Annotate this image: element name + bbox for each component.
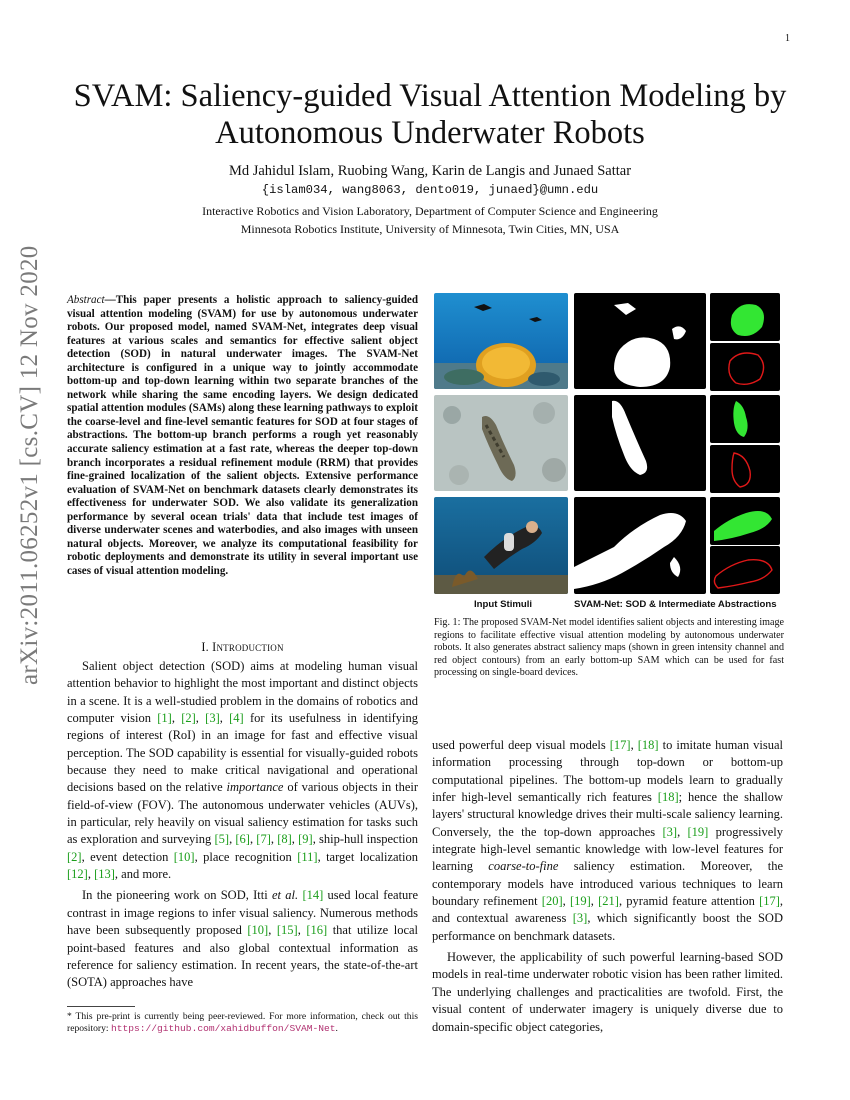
citation-link[interactable]: [3] bbox=[662, 824, 678, 839]
citation-link[interactable]: [17] bbox=[609, 738, 631, 752]
section-title: Introduction bbox=[212, 640, 284, 654]
citation-link[interactable]: [3] bbox=[205, 711, 220, 726]
citation-link[interactable]: [10] bbox=[247, 923, 269, 938]
citation-link[interactable]: [15] bbox=[276, 923, 298, 938]
saliency-map-diver bbox=[574, 497, 706, 594]
saliency-map-coral bbox=[574, 293, 706, 389]
affiliation-line-2: Minnesota Robotics Institute, University of Minnesota, Twin Cities, MN, USA bbox=[240, 222, 620, 236]
intro-paragraph-3: used powerful deep visual models [17], [18] to imitate human visual information processing through top-down or bottom-up computational pipelines. The bottom-up models learn to gradually infer high-level semantically rich features [18]; hence the shallow layers' structural knowledge drives their multi-scale saliency learning. Conversely, the the top-down approaches [3], [19] progressively integrate high-level semantic knowledge with low-level features for learning coarse-to-fine saliency estimation. Moreover, the contemporary models have introduced various techniques to learn boundary refinement [20], [19], [21], pyramid feature attention [17], and contextual awareness [3], which significantly boost the SOD performance on benchmark datasets. bbox=[432, 738, 784, 943]
citation-link[interactable]: [1] bbox=[157, 711, 172, 726]
citation-link[interactable]: [20] bbox=[541, 894, 563, 909]
green-abstraction-1 bbox=[710, 293, 780, 341]
citation-link[interactable]: [2] bbox=[67, 849, 82, 864]
citation-link[interactable]: [18] bbox=[637, 738, 659, 752]
citation-link[interactable]: [6] bbox=[235, 832, 250, 847]
figure-label-output: SVAM-Net: SOD & Intermediate Abstractions bbox=[574, 599, 777, 610]
caption-text: The proposed SVAM-Net model identifies salient objects and interesting image regions to facilitate effective visual attention modeling by autonomous underwater robots. It also generates abstract saliency maps (shown in green intensity channel and red object contours) from an early bottom-up SAM which can be used for fast processing on single-board devices. bbox=[434, 617, 784, 679]
abstract-label: Abstract bbox=[67, 294, 105, 306]
intro-left-column bbox=[67, 658, 418, 992]
red-contour-2 bbox=[710, 445, 780, 493]
intro-right-column bbox=[432, 737, 783, 1036]
figure-1 bbox=[434, 293, 782, 615]
citation-link[interactable]: [5] bbox=[214, 832, 230, 847]
author-list: Md Jahidul Islam, Ruobing Wang, Karin de Langis and Junaed Sattar bbox=[228, 163, 632, 179]
citation-link[interactable]: [12] bbox=[67, 867, 88, 882]
abstract-dash: — bbox=[104, 294, 116, 306]
citation-link[interactable]: [14] bbox=[302, 888, 324, 903]
citation-link[interactable]: [18] bbox=[657, 790, 679, 805]
citation-link[interactable]: [2] bbox=[181, 711, 196, 726]
citation-link[interactable]: [19] bbox=[687, 824, 709, 839]
green-abstraction-2 bbox=[710, 395, 780, 443]
citation-link[interactable]: [7] bbox=[256, 832, 271, 847]
citation-link[interactable]: [9] bbox=[298, 832, 313, 847]
affiliation-line-1: Interactive Robotics and Vision Laboratory, Department of Computer Science and Engineering bbox=[202, 204, 658, 218]
citation-link[interactable]: [8] bbox=[277, 832, 292, 847]
intro-paragraph-2: In the pioneering work on SOD, Itti et al. [14] used local feature contrast in image regions to infer visual saliency. Numerous methods have been subsequently proposed [10], [15], [16] that utilize local point-based features and also global contextual information as reference for saliency estimation. In recent years, the state-of-the-art (SOTA) approaches have bbox=[67, 888, 419, 990]
citation-link[interactable]: [17] bbox=[759, 894, 780, 909]
input-image-coral-diver bbox=[434, 293, 568, 389]
page-number: 1 bbox=[785, 33, 790, 44]
citation-link[interactable]: [13] bbox=[94, 867, 115, 882]
abstract bbox=[67, 294, 418, 578]
figure-caption bbox=[434, 617, 784, 680]
citation-link[interactable]: [10] bbox=[173, 849, 195, 864]
citation-link[interactable]: [19] bbox=[569, 894, 591, 909]
citation-link[interactable]: [3] bbox=[572, 911, 588, 926]
footnote-rule bbox=[67, 1006, 135, 1007]
section-heading bbox=[67, 640, 418, 655]
section-number: I. bbox=[201, 640, 209, 654]
intro-paragraph-1: Salient object detection (SOD) aims at modeling human visual attention behavior to highlight the most important and distinct objects in a scene. It is a well-studied problem in the domains of robotics and computer vision [1], [2], [3], [4] for its usefulness in identifying regions of interest (RoI) in an image for fast and effective visual perception. The SOD capability is essential for visually-guided robots because they need to make critical navigational and operational decisions based on the relative importance of various objects in their field-of-view (FOV). The autonomous underwater vehicles (AUVs), in particular, rely heavily on visual saliency estimation for tasks such as exploration and surveying [5], [6], [7], [8], [9], ship-hull inspection [2], event detection [10], place recognition [11], target localization [12], [13], and more. bbox=[67, 659, 419, 882]
citation-link[interactable]: [11] bbox=[297, 849, 318, 864]
citation-link[interactable]: [21] bbox=[598, 894, 619, 909]
citation-link[interactable]: [16] bbox=[306, 923, 328, 938]
author-emails: {islam034, wang8063, dento019, junaed}@umn.edu bbox=[261, 183, 599, 197]
red-contour-3 bbox=[710, 546, 780, 594]
red-contour-1 bbox=[710, 343, 780, 391]
saliency-map-fish bbox=[574, 395, 706, 491]
input-image-diver bbox=[434, 497, 568, 594]
caption-label: Fig. 1: bbox=[434, 617, 461, 628]
figure-label-input: Input Stimuli bbox=[474, 599, 533, 610]
green-abstraction-3 bbox=[710, 497, 780, 545]
abstract-text: This paper presents a holistic approach to saliency-guided visual attention modeling (SVAM) for use by autonomous underwater robots. Our proposed model, named SVAM-Net, integrates deep visual features at various scales and semantics for effective salient object detection (SOD) in natural underwater images. The SVAM-Net architecture is configured in a unique way to jointly accommodate bottom-up and top-down learning within two separate branches of the network while sharing the same encoding layers. We design dedicated spatial attention modules (SAMs) along these learning pathways to exploit the coarse-level and fine-level semantic features for SOD at four stages of abstractions. The bottom-up branch performs a rough yet reasonably accurate saliency estimation at a fast rate, whereas the deeper top-down branch incorporates a residual refinement module (RRM) that provides fine-grained localization of the salient objects. Extensive performance evaluation of SVAM-Net on benchmark datasets clearly demonstrates its effectiveness for underwater SOD. We also validate its generalization performance by several ocean trials' data that include test images of diverse underwater scenes and waterbodies, and also images with unseen natural objects. Moreover, we analyze its computational feasibility for robotic deployments and demonstrate its utility in several important use cases of visual attention modeling. bbox=[67, 294, 418, 577]
paper-title: SVAM: Saliency-guided Visual Attention Modeling by Autonomous Underwater Robots bbox=[73, 78, 787, 151]
arxiv-stamp: arXiv:2011.06252v1 [cs.CV] 12 Nov 2020 bbox=[16, 245, 43, 685]
input-image-fish bbox=[434, 395, 568, 491]
citation-link[interactable]: [4] bbox=[229, 711, 244, 726]
footnote: * This pre-print is currently being peer-reviewed. For more information, check out this repository: https://github.com/xahidbuffon/SVAM-Net. bbox=[67, 1011, 418, 1034]
repository-link[interactable]: https://github.com/xahidbuffon/SVAM-Net bbox=[110, 1023, 336, 1034]
intro-paragraph-4: However, the applicability of such powerful learning-based SOD models in real-time underwater robotic vision has been rather limited. The underlying challenges and practicalities are twofold. First, the visual content of underwater imagery is uniquely diverse due to domain-specific object categories, bbox=[432, 950, 783, 1034]
